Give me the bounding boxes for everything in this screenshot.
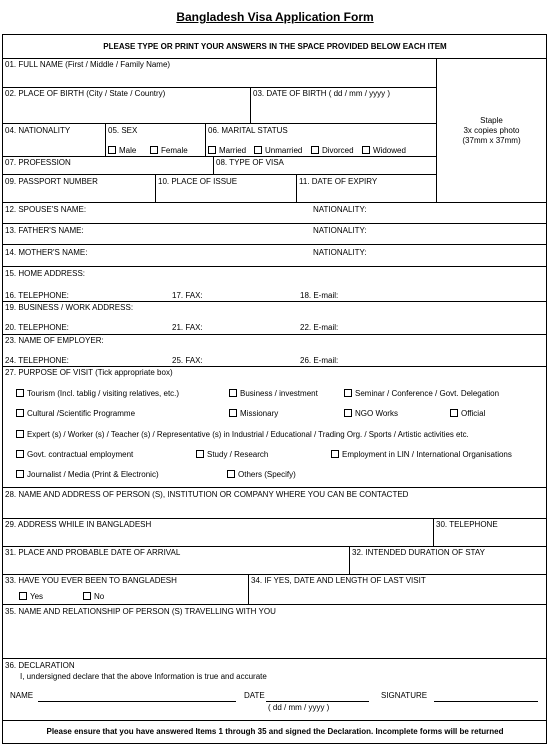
divorced-label: Divorced [322,146,354,155]
last-visit-label: 34. IF YES, DATE AND LENGTH OF LAST VISIT [251,576,426,585]
widowed-option[interactable] [362,146,406,155]
checkbox-icon[interactable] [16,430,24,438]
unmarried-option[interactable] [254,146,302,155]
rule [2,546,547,547]
sex-male-option[interactable] [108,146,136,155]
sex-male-label: Male [119,146,137,155]
travel-companions-label: 35. NAME AND RELATIONSHIP OF PERSON (S) TRAVELLING WITH YOU [5,607,276,616]
purpose-employment-option[interactable] [331,450,512,459]
checkbox-icon[interactable] [16,409,24,417]
form-title: Bangladesh Visa Application Form [176,10,374,24]
checkbox-icon[interactable] [362,146,370,154]
home-address-label: 15. HOME ADDRESS: [5,269,86,278]
mother-nationality-label: NATIONALITY: [313,248,367,257]
place-of-birth-label: 02. PLACE OF BIRTH (City / State / Country) [5,89,166,98]
declaration-signature-line[interactable] [434,701,538,702]
been-yes-option[interactable] [19,592,43,601]
instruction-text: PLEASE TYPE OR PRINT YOUR ANSWERS IN THE SPACE PROVIDED BELOW EACH ITEM [103,42,447,51]
rule [105,123,106,156]
employer-telephone-label: 24. TELEPHONE: [5,356,69,365]
home-email-label: 18. E-mail: [300,291,339,300]
checkbox-icon[interactable] [227,470,235,478]
contact-person-label: 28. NAME AND ADDRESS OF PERSON (S), INSTITUTION OR COMPANY WHERE YOU CAN BE CONTACTED [5,490,409,499]
rule [250,87,251,123]
checkbox-icon[interactable] [311,146,319,154]
checkbox-icon[interactable] [450,409,458,417]
purpose-missionary-option[interactable] [229,409,278,418]
declaration-label: 36. DECLARATION [5,661,75,670]
purpose-tourism-label: Tourism (Incl. tablig / visiting relatives, etc.) [27,389,180,398]
rule [2,174,436,175]
checkbox-icon[interactable] [344,409,352,417]
declaration-date-line[interactable] [266,701,369,702]
purpose-study-label: Study / Research [207,450,269,459]
declaration-signature-label: SIGNATURE [381,691,428,700]
rule [296,174,297,202]
declaration-date-format: ( dd / mm / yyyy ) [268,703,330,712]
rule [2,202,547,203]
work-telephone-label: 20. TELEPHONE: [5,323,69,332]
sex-label: 05. SEX [108,126,138,135]
declaration-name-label: NAME [10,691,34,700]
rule [2,223,547,224]
married-option[interactable] [208,146,246,155]
rule [2,156,436,157]
checkbox-icon[interactable] [196,450,204,458]
checkbox-icon[interactable] [344,389,352,397]
footer-note: Please ensure that you have answered Items 1 through 35 and signed the Declaration. Incomplete forms will be returned [46,727,504,736]
work-fax-label: 21. FAX: [172,323,203,332]
divorced-option[interactable] [311,146,354,155]
work-email-label: 22. E-mail: [300,323,339,332]
purpose-business-option[interactable] [229,389,318,398]
purpose-missionary-label: Missionary [240,409,279,418]
rule [2,720,547,721]
rule [2,518,547,519]
rule [349,546,350,574]
rule [213,156,214,174]
purpose-official-label: Official [461,409,486,418]
checkbox-icon[interactable] [16,470,24,478]
purpose-ngo-label: NGO Works [355,409,398,418]
home-telephone-label: 16. TELEPHONE: [5,291,69,300]
checkbox-icon[interactable] [229,389,237,397]
profession-label: 07. PROFESSION [5,158,71,167]
checkbox-icon[interactable] [208,146,216,154]
checkbox-icon[interactable] [254,146,262,154]
passport-number-label: 09. PASSPORT NUMBER [5,177,98,186]
declaration-text: I, undersigned declare that the above Information is true and accurate [20,672,267,681]
purpose-cultural-label: Cultural /Scientific Programme [27,409,136,418]
purpose-seminar-option[interactable] [344,389,499,398]
visa-type-label: 08. TYPE OF VISA [216,158,284,167]
purpose-expert-option[interactable] [16,430,469,439]
unmarried-label: Unmarried [265,146,303,155]
rule [2,123,436,124]
purpose-study-option[interactable] [196,450,268,459]
purpose-expert-label: Expert (s) / Worker (s) / Teacher (s) / Representative (s) in Industrial / Educational / Trading Org. / Sports / Artistic activities etc. [27,430,469,439]
rule [2,604,547,605]
checkbox-icon[interactable] [229,409,237,417]
sex-female-label: Female [161,146,188,155]
purpose-employment-label: Employment in LIN / International Organisations [342,450,512,459]
purpose-ngo-option[interactable] [344,409,398,418]
place-of-issue-label: 10. PLACE OF ISSUE [158,177,238,186]
rule [2,366,547,367]
purpose-others-label: Others (Specify) [238,470,296,479]
been-no-option[interactable] [83,592,104,601]
been-yes-label: Yes [30,592,44,601]
rule [2,574,547,575]
rule [2,266,547,267]
rule [2,658,547,659]
checkbox-icon[interactable] [83,592,91,600]
employer-name-label: 23. NAME OF EMPLOYER: [5,336,104,345]
mother-name-label: 14. MOTHER'S NAME: [5,248,88,257]
rule [2,301,547,302]
rule [2,487,547,488]
purpose-seminar-label: Seminar / Conference / Govt. Delegation [355,389,500,398]
rule [2,58,547,59]
checkbox-icon[interactable] [331,450,339,458]
work-address-label: 19. BUSINESS / WORK ADDRESS: [5,303,134,312]
date-of-expiry-label: 11. DATE OF EXPIRY [299,177,378,186]
purpose-others-option[interactable] [227,470,296,479]
rule [2,87,436,88]
rule [155,174,156,202]
date-of-birth-label: 03. DATE OF BIRTH ( dd / mm / yyyy ) [253,89,391,98]
purpose-govt-option[interactable] [16,450,133,459]
checkbox-icon[interactable] [108,146,116,154]
photo-copies-text: 3x copies photo [463,126,520,135]
purpose-govt-label: Govt. contractual employment [27,450,134,459]
employer-email-label: 26. E-mail: [300,356,339,365]
checkbox-icon[interactable] [19,592,27,600]
father-name-label: 13. FATHER'S NAME: [5,226,84,235]
declaration-date-label: DATE [244,691,265,700]
married-label: Married [219,146,247,155]
father-nationality-label: NATIONALITY: [313,226,367,235]
checkbox-icon[interactable] [16,389,24,397]
been-to-bangladesh-label: 33. HAVE YOU EVER BEEN TO BANGLADESH [5,576,177,585]
rule [2,244,547,245]
purpose-cultural-option[interactable] [16,409,135,418]
widowed-label: Widowed [373,146,406,155]
purpose-official-option[interactable] [450,409,485,418]
rule [433,518,434,546]
been-no-label: No [94,592,105,601]
employer-fax-label: 25. FAX: [172,356,203,365]
declaration-name-line[interactable] [38,701,236,702]
purpose-of-visit-label: 27. PURPOSE OF VISIT (Tick appropriate box) [5,368,173,377]
nationality-label: 04. NATIONALITY [5,126,71,135]
spouse-nationality-label: NATIONALITY: [313,205,367,214]
sex-female-option[interactable] [150,146,188,155]
bangladesh-telephone-label: 30. TELEPHONE [436,520,498,529]
home-fax-label: 17. FAX: [172,291,203,300]
spouse-name-label: 12. SPOUSE'S NAME: [5,205,87,214]
rule [248,574,249,604]
marital-status-label: 06. MARITAL STATUS [208,126,288,135]
purpose-tourism-option[interactable] [16,389,179,398]
arrival-label: 31. PLACE AND PROBABLE DATE OF ARRIVAL [5,548,181,557]
full-name-label: 01. FULL NAME (First / Middle / Family Name) [5,60,171,69]
checkbox-icon[interactable] [16,450,24,458]
rule [2,334,547,335]
checkbox-icon[interactable] [150,146,158,154]
purpose-journalist-label: Journalist / Media (Print & Electronic) [27,470,159,479]
rule [205,123,206,156]
bangladesh-address-label: 29. ADDRESS WHILE IN BANGLADESH [5,520,152,529]
photo-staple-text: Staple [480,116,503,125]
purpose-business-label: Business / investment [240,389,318,398]
photo-size-text: (37mm x 37mm) [462,136,521,145]
duration-of-stay-label: 32. INTENDED DURATION OF STAY [352,548,485,557]
purpose-journalist-option[interactable] [16,470,159,479]
